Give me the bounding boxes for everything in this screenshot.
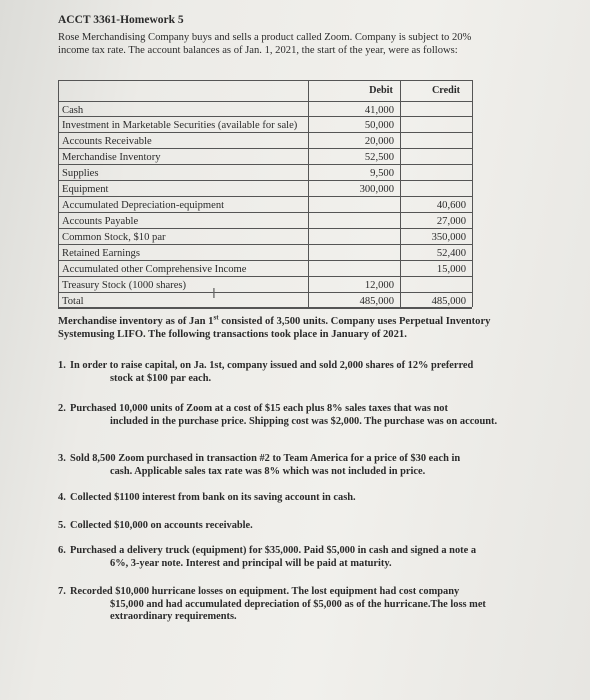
account-name: Common Stock, $10 par xyxy=(62,232,166,243)
table-rule xyxy=(58,196,472,197)
table-rule xyxy=(58,101,472,102)
account-name: Cash xyxy=(62,105,84,116)
table-rule xyxy=(58,80,472,81)
credit-header: Credit xyxy=(431,85,461,96)
debit-amount: 52,500 xyxy=(364,152,394,163)
account-name: Supplies xyxy=(62,168,99,179)
transaction-item xyxy=(58,360,528,385)
debit-amount: 12,000 xyxy=(364,280,394,291)
transaction-item xyxy=(58,545,528,570)
account-name: Investment in Marketable Securities (available for sale) xyxy=(62,120,298,131)
transaction-item xyxy=(58,492,528,505)
table-rule xyxy=(400,80,401,307)
credit-amount: 52,400 xyxy=(436,248,466,259)
transaction-text-continued: included in the purchase price. Shipping cost was $2,000. The purchase was on account. xyxy=(110,415,498,427)
debit-amount: 50,000 xyxy=(364,120,394,131)
transaction-number: 3. xyxy=(58,453,66,464)
table-rule xyxy=(58,308,472,309)
transaction-number: 7. xyxy=(58,586,66,597)
table-rule xyxy=(58,80,59,307)
table-rule xyxy=(58,212,472,213)
debit-amount: 9,500 xyxy=(370,168,394,179)
transaction-item xyxy=(58,520,528,533)
transaction-text: Purchased a delivery truck (equipment) for $35,000. Paid $5,000 in cash and signed a note a xyxy=(70,545,477,556)
debit-amount: 41,000 xyxy=(364,105,394,116)
debit-amount: 485,000 xyxy=(359,296,394,307)
transaction-number: 2. xyxy=(58,403,66,414)
account-name: Merchandise Inventory xyxy=(62,152,161,163)
transaction-number: 6. xyxy=(58,545,66,556)
table-rule xyxy=(472,80,473,307)
doc-title: ACCT 3361-Homework 5 xyxy=(58,14,184,26)
inventory-note: Merchandise inventory as of Jan 1st consisted of 3,500 units. Company uses Perpetual Inventory Systemusing LIFO. The following transactions took place in January of 2021. xyxy=(58,313,491,340)
credit-amount: 15,000 xyxy=(436,264,466,275)
table-rule xyxy=(58,292,472,293)
account-name: Accounts Receivable xyxy=(62,136,152,147)
transaction-text-continued: 6%, 3-year note. Interest and principal will be paid at maturity. xyxy=(110,557,392,569)
transaction-item xyxy=(58,586,528,624)
table-rule xyxy=(58,116,472,117)
credit-amount: 27,000 xyxy=(436,216,466,227)
transaction-number: 1. xyxy=(58,360,66,371)
transaction-text-continued: stock at $100 par each. xyxy=(110,372,212,384)
transaction-number: 5. xyxy=(58,520,66,531)
doc-intro: Rose Merchandising Company buys and sells a product called Zoom. Company is subject to 20% income tax rate. The account balances as of Jan. 1, 2021, the start of the year, were as follows: xyxy=(58,32,472,56)
table-rule xyxy=(58,228,472,229)
account-name: Equipment xyxy=(62,184,109,195)
account-name: Total xyxy=(62,296,84,307)
transaction-number: 4. xyxy=(58,492,66,503)
trial-balance-table xyxy=(58,80,472,307)
transaction-text: Collected $1100 interest from bank on its saving account in cash. xyxy=(70,492,356,503)
transaction-item xyxy=(58,453,528,478)
transaction-text-continued: cash. Applicable sales tax rate was 8% which was not included in price. xyxy=(110,465,426,477)
transaction-text: Collected $10,000 on accounts receivable. xyxy=(70,520,253,531)
text-cursor-icon: I xyxy=(212,287,216,302)
table-rule xyxy=(58,132,472,133)
table-rule xyxy=(308,80,309,307)
table-rule xyxy=(58,276,472,277)
debit-header: Debit xyxy=(369,85,393,96)
transaction-text: Sold 8,500 Zoom purchased in transaction #2 to Team America for a price of $30 each in xyxy=(70,453,461,464)
debit-amount: 20,000 xyxy=(364,136,394,147)
credit-amount: 350,000 xyxy=(431,232,466,243)
table-rule xyxy=(58,148,472,149)
transaction-text: In order to raise capital, on Ja. 1st, company issued and sold 2,000 shares of 12% preferred xyxy=(70,360,474,371)
credit-amount: 485,000 xyxy=(431,296,466,307)
table-rule xyxy=(58,260,472,261)
transaction-text: Recorded $10,000 hurricane losses on equipment. The lost equipment had cost company xyxy=(70,586,460,597)
account-name: Accumulated other Comprehensive Income xyxy=(62,264,247,275)
table-rule xyxy=(58,164,472,165)
debit-amount: 300,000 xyxy=(359,184,394,195)
credit-amount: 40,600 xyxy=(436,200,466,211)
table-rule xyxy=(58,180,472,181)
transaction-text: Purchased 10,000 units of Zoom at a cost of $15 each plus 8% sales taxes that was not xyxy=(70,403,448,414)
account-name: Treasury Stock (1000 shares) xyxy=(62,280,187,291)
account-name: Accounts Payable xyxy=(62,216,139,227)
transaction-item xyxy=(58,403,528,428)
table-rule xyxy=(58,244,472,245)
transaction-text-continued: $15,000 and had accumulated depreciation of $5,000 as of the hurricane.The loss met extraordinary requirements. xyxy=(110,598,486,623)
account-name: Retained Earnings xyxy=(62,248,140,259)
account-name: Accumulated Depreciation-equipment xyxy=(62,200,225,211)
